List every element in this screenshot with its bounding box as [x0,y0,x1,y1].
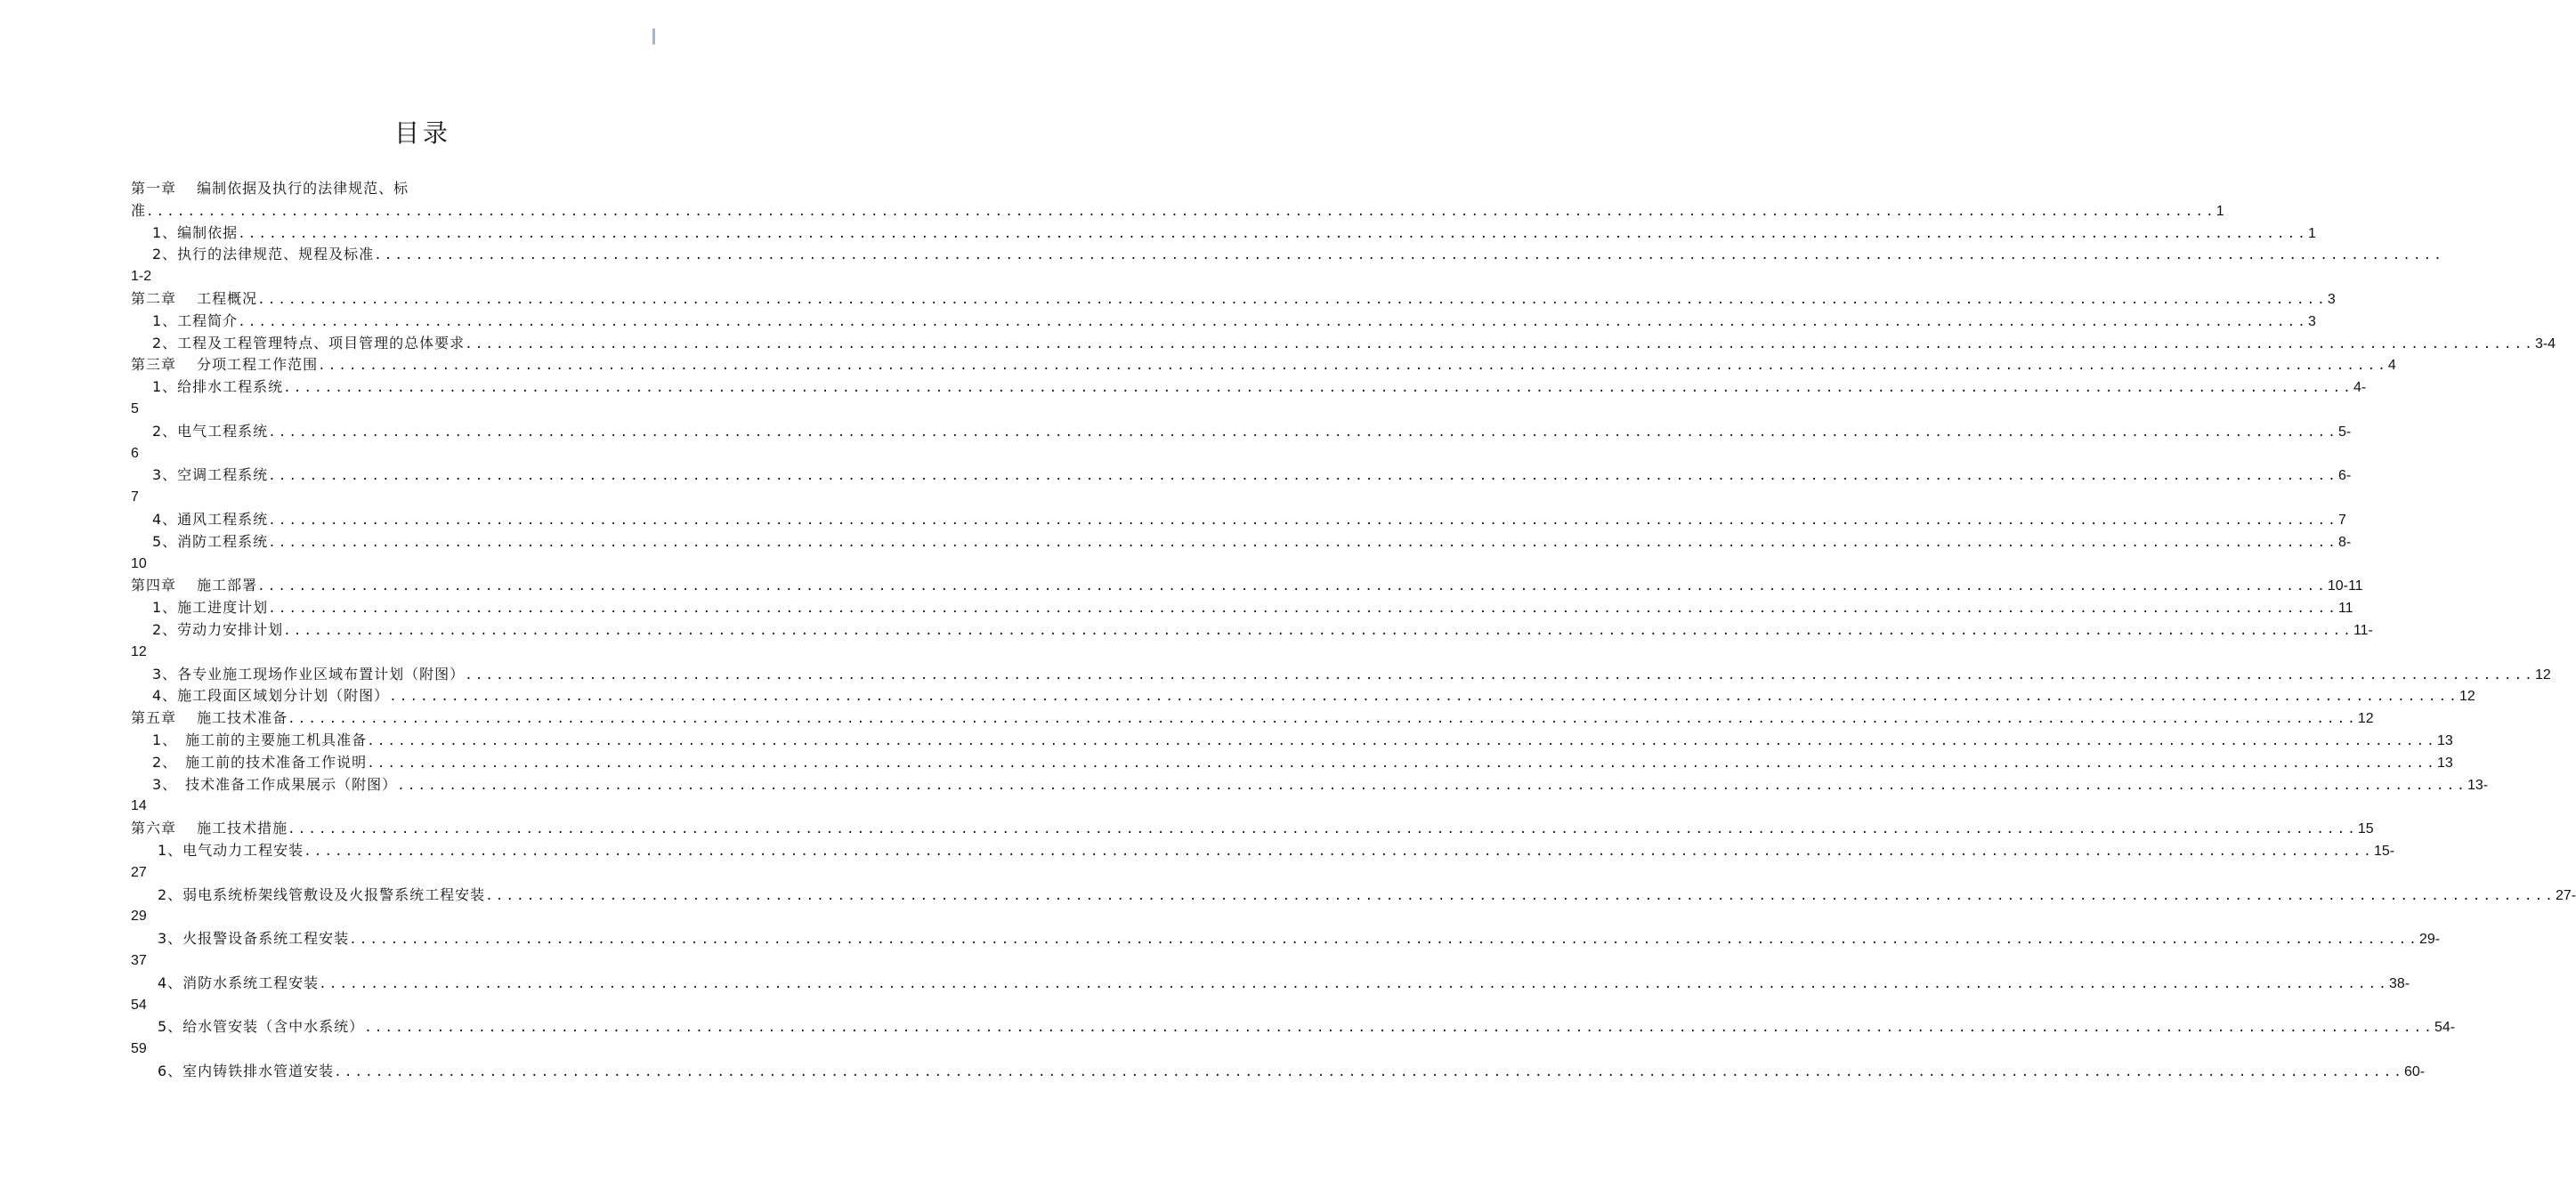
toc-entry [152,333,2556,354]
toc-entry [158,973,2410,994]
toc-page-number-cont: 12 [131,643,147,659]
toc-entry [152,222,2316,244]
toc-page-number: 1 [2307,225,2316,241]
toc-leader-dots: ........................................................................................................................................................................................................ [485,888,2556,903]
toc-page-number-cont: 27 [131,864,147,880]
toc-entry-label: 第四章 施工部署 [131,577,258,594]
toc-page-number-cont: 14 [131,798,147,814]
toc-leader-dots: ........................................................................................................................................................................................................ [397,778,2467,793]
toc-entry [152,752,2453,773]
toc-page-number-cont: 5 [131,401,139,416]
toc-page-number: 8- [2337,534,2352,550]
toc-page-number: 12 [2459,689,2475,705]
toc-entry-label: 4、通风工程系统 [152,511,269,528]
toc-leader-dots: ........................................................................................................................................................................................................ [238,314,2308,329]
toc-leader-dots: ........................................................................................................................................................................................................ [465,336,2535,352]
toc-entry-label: 1、施工进度计划 [152,599,269,617]
toc-entry-label: 4、消防水系统工程安装 [158,974,320,991]
toc-page-number: 5- [2337,424,2352,440]
toc-leader-dots: ........................................................................................................................................................................................................ [389,690,2459,705]
toc-leader-dots: ........................................................................................................................................................................................................ [283,381,2353,396]
toc-page-number: 38- [2388,975,2410,991]
toc-entry-label: 第六章 施工技术措施 [131,820,288,837]
toc-page-number: 3-4 [2534,335,2556,352]
toc-entry-line [131,178,409,199]
toc-leader-dots: ........................................................................................................................................................................................................ [268,535,2338,550]
toc-page-number: 10-11 [2327,578,2363,594]
toc-page-number: 11 [2337,601,2353,617]
toc-leader-dots: ........................................................................................................................................................................................................ [304,844,2374,859]
toc-leader-dots: ........................................................................................................................................................................................................ [268,469,2338,484]
toc-page-number: 13 [2436,733,2453,748]
toc-entry-label: 第二章 工程概况 [131,290,258,307]
toc-page-number: 60- [2403,1064,2426,1079]
toc-entry-label-cont: 准 [131,201,147,219]
toc-page-number-cont: 10 [131,555,147,571]
toc-page-number: 15- [2373,844,2395,859]
toc-entry [158,1061,2426,1082]
toc-entry [152,685,2475,707]
toc-entry-label: 4、施工段面区域划分计划（附图） [152,687,390,705]
toc-entry-label: 6、室内铸铁排水管道安装 [158,1063,335,1079]
toc-entry [152,376,2367,398]
toc-entry [152,774,2489,796]
toc-page-number-cont: 29 [131,909,147,925]
toc-page-number-cont: 6 [131,445,139,461]
toc-entry [131,354,2396,376]
toc-entry-label: 2、电气工程系统 [152,422,269,440]
toc-leader-dots: ........................................................................................................................................................................................................ [257,579,2328,594]
toc-entry-label: 3、各专业施工现场作业区域布置计划（附图） [152,665,466,683]
toc-entry [152,597,2353,618]
toc-leader-dots: ........................................................................................................................................................................................................ [319,976,2389,991]
toc-entry-label: 第一章 编制依据及执行的法律规范、标 [131,180,409,197]
toc-leader-dots: ........................................................................................................................................................................................................ [367,756,2437,771]
toc-entry [152,311,2316,332]
toc-entry-label: 2、工程及工程管理特点、项目管理的总体要求 [152,334,466,352]
toc-page-number: 6- [2337,468,2352,484]
toc-entry [158,928,2441,950]
toc-leader-dots: ........................................................................................................................................................................................................ [283,624,2353,638]
toc-entry [152,531,2352,553]
toc-entry-label: 5、消防工程系统 [152,532,269,550]
toc-entry-label: 5、给水管安装（含中水系统） [158,1018,365,1036]
toc-entry [131,707,2374,729]
toc-page-number: 12 [2357,711,2374,727]
toc-entry-label: 2、 施工前的技术准备工作说明 [152,753,368,771]
toc-page-number: 3 [2327,292,2336,307]
toc-entry-label: 1、编制依据 [152,223,239,241]
toc-page-number-cont: 1-2 [131,269,152,285]
toc-page-number: 4- [2353,380,2367,396]
toc-entry [152,664,2551,685]
toc-page-number-cont: 7 [131,489,139,505]
toc-entry-label: 第三章 分项工程工作范围 [131,356,319,374]
toc-leader-dots: ........................................................................................................................................................................................................ [257,293,2328,307]
toc-entry [152,619,2373,641]
toc-entry-label: 3、火报警设备系统工程安装 [158,930,350,948]
toc-entry-label: 1、给排水工程系统 [152,378,284,396]
toc-entry-label: 1、工程简介 [152,311,239,329]
toc-entry [131,575,2363,596]
toc-page-number: 7 [2337,513,2346,528]
toc-leader-dots: ........................................................................................................................................................................................................ [367,734,2437,748]
toc-page-number: 3 [2307,313,2316,329]
toc-leader-dots: ........................................................................................................................................................................................................ [238,226,2308,241]
toc-page-number: 4 [2387,358,2396,374]
toc-leader-dots: ........................................................................................................................................................................................................ [349,933,2419,948]
toc-entry-label: 1、电气动力工程安装 [158,842,304,859]
toc-leader-dots: ........................................................................................................................................................................................................ [364,1021,2434,1036]
toc-leader-dots: ........................................................................................................................................................................................................ [268,602,2338,617]
toc-entry-label: 1、 施工前的主要施工机具准备 [152,731,368,748]
toc-entry [152,730,2453,751]
text-cursor-mark [652,28,655,44]
toc-entry [152,465,2352,486]
page-title: 目录 [393,118,451,148]
toc-leader-dots: ........................................................................................................................................................................................................ [288,712,2358,727]
toc-page-number: 27- [2555,887,2576,903]
toc-entry [152,509,2346,530]
toc-page-number: 12 [2534,667,2551,683]
toc-entry [158,1016,2456,1038]
toc-page-number: 11- [2353,623,2373,638]
toc-leader-dots: ........................................................................................................................................................................................................ [288,822,2358,837]
toc-entry [152,244,2444,265]
toc-page-number-cont: 59 [131,1041,147,1057]
toc-page-number: 54- [2434,1020,2456,1036]
toc-entry-label: 3、空调工程系统 [152,466,269,484]
toc-leader-dots: ........................................................................................................................................................................................................ [374,248,2444,263]
toc-entry-label: 2、劳动力安排计划 [152,621,284,638]
toc-leader-dots: ........................................................................................................................................................................................................ [334,1065,2404,1079]
toc-entry [158,885,2576,906]
toc-page-number: 13- [2467,777,2489,793]
toc-leader-dots: ........................................................................................................................................................................................................ [146,204,2216,219]
toc-leader-dots: ........................................................................................................................................................................................................ [268,513,2338,528]
toc-page-number-cont: 37 [131,953,147,968]
toc-page-number: 15 [2357,821,2374,837]
toc-leader-dots: ........................................................................................................................................................................................................ [318,359,2388,374]
toc-entry [152,421,2352,442]
toc-entry [131,818,2374,839]
toc-entry [158,840,2395,861]
toc-entry [131,200,2224,222]
toc-leader-dots: ........................................................................................................................................................................................................ [465,667,2535,683]
toc-entry-label: 2、弱电系统桥架线管敷设及火报警系统工程安装 [158,885,486,903]
toc-entry-label: 第五章 施工技术准备 [131,709,288,727]
toc-page-number: 1 [2216,203,2224,219]
toc-entry-label: 3、 技术准备工作成果展示（附图） [152,775,398,793]
toc-entry [131,288,2336,310]
toc-leader-dots: ........................................................................................................................................................................................................ [268,424,2338,440]
toc-entry-label: 2、执行的法律规范、规程及标准 [152,246,375,263]
toc-page-number: 13 [2436,755,2453,771]
toc-page-number-cont: 54 [131,997,147,1013]
toc-page-number: 29- [2418,932,2441,948]
